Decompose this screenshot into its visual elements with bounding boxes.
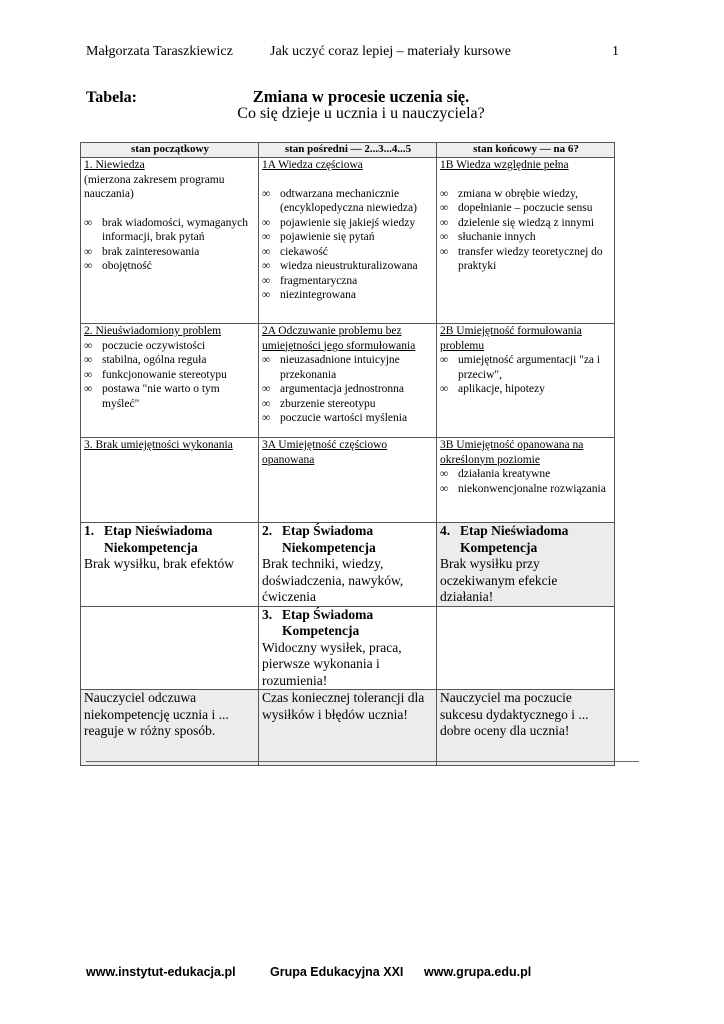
column-header: stan początkowy bbox=[81, 143, 259, 158]
page-title: Zmiana w procesie uczenia się. bbox=[252, 87, 470, 106]
column-header: stan końcowy — na 6? bbox=[437, 143, 615, 158]
list-item: ∞ dopełnianie – poczucie sensu bbox=[440, 202, 593, 214]
table-header-row bbox=[81, 143, 615, 158]
stage-title: 4. Etap Nieświadoma Kompetencja bbox=[440, 523, 569, 555]
stage-cell bbox=[437, 523, 615, 607]
footer-divider bbox=[86, 761, 639, 762]
list-item: ∞ zburzenie stereotypu bbox=[262, 397, 376, 410]
infinity-bullet-icon: ∞ bbox=[440, 468, 449, 480]
bullet-list bbox=[440, 187, 612, 274]
bullet-list bbox=[440, 353, 612, 397]
empty-cell bbox=[81, 606, 259, 690]
table-cell bbox=[437, 438, 615, 523]
infinity-bullet-icon: ∞ bbox=[440, 216, 449, 229]
page-subtitle: Co się dzieje u ucznia i u nauczyciela? bbox=[237, 105, 485, 122]
bullet-list bbox=[84, 339, 256, 412]
infinity-bullet-icon: ∞ bbox=[440, 231, 449, 243]
infinity-bullet-icon: ∞ bbox=[262, 187, 271, 200]
infinity-bullet-icon: ∞ bbox=[262, 231, 271, 243]
list-item: ∞ poczucie wartości myślenia bbox=[262, 412, 408, 424]
infinity-bullet-icon: ∞ bbox=[84, 260, 93, 272]
list-item: ∞ fragmentaryczna bbox=[262, 274, 358, 287]
cell-heading: 2B Umiejętność formułowania problemu bbox=[440, 325, 582, 352]
page-number: 1 bbox=[612, 44, 619, 59]
stage-cell bbox=[81, 523, 259, 607]
table-row bbox=[81, 158, 615, 324]
cell-heading: 2A Odczuwanie problemu bez umiejętności jego sformułowania bbox=[262, 325, 416, 352]
list-item: ∞ postawa "nie warto o tym myśleć" bbox=[84, 383, 220, 410]
table-cell bbox=[81, 324, 259, 438]
infinity-bullet-icon: ∞ bbox=[262, 245, 271, 258]
list-item: ∞ umiejętność argumentacji "za i przeciw", bbox=[440, 354, 601, 381]
learning-change-table bbox=[80, 142, 615, 766]
list-item: ∞ nieuzasadnione intuicyjne przekonania bbox=[262, 354, 400, 381]
infinity-bullet-icon: ∞ bbox=[440, 202, 449, 214]
stage-cell bbox=[259, 606, 437, 690]
stage-description: Brak wysiłku, brak efektów bbox=[84, 556, 234, 571]
empty-cell bbox=[437, 606, 615, 690]
list-item: ∞ brak wiadomości, wymaganych informacji, brak pytań bbox=[84, 216, 248, 243]
list-item: ∞ argumentacja jednostronna bbox=[262, 383, 405, 395]
infinity-bullet-icon: ∞ bbox=[440, 187, 449, 200]
stage-title: 1. Etap Nieświadoma Niekompetencja bbox=[84, 523, 213, 555]
infinity-bullet-icon: ∞ bbox=[84, 368, 93, 381]
stage-description: Brak techniki, wiedzy, doświadczenia, nawyków, ćwiczenia bbox=[262, 556, 404, 604]
list-item: ∞ niekonwencjonalne rozwiązania bbox=[440, 482, 606, 495]
infinity-bullet-icon: ∞ bbox=[262, 412, 271, 424]
infinity-bullet-icon: ∞ bbox=[440, 245, 449, 258]
bullet-list bbox=[262, 353, 434, 426]
footer-organization: Grupa Edukacyjna XXI bbox=[270, 965, 404, 979]
bullet-list bbox=[440, 467, 612, 496]
table-cell bbox=[259, 324, 437, 438]
stage-title: 3. Etap Świadoma Kompetencja bbox=[262, 606, 374, 638]
infinity-bullet-icon: ∞ bbox=[440, 482, 449, 495]
list-item: ∞ stabilna, ogólna reguła bbox=[84, 354, 207, 366]
table-cell bbox=[259, 438, 437, 523]
list-item: ∞ niezintegrowana bbox=[262, 289, 356, 301]
infinity-bullet-icon: ∞ bbox=[262, 216, 271, 229]
list-item: ∞ obojętność bbox=[84, 260, 152, 272]
infinity-bullet-icon: ∞ bbox=[84, 354, 93, 366]
cell-heading: 2. Nieuświadomiony problem bbox=[84, 325, 222, 337]
infinity-bullet-icon: ∞ bbox=[262, 383, 271, 395]
table-cell bbox=[81, 158, 259, 324]
teacher-cell: Nauczyciel ma poczucie sukcesu dydaktycznego i ... dobre oceny dla ucznia! bbox=[437, 690, 615, 766]
list-item: ∞ odtwarzana mechanicznie (encyklopedyczna niewiedza) bbox=[262, 187, 417, 214]
infinity-bullet-icon: ∞ bbox=[262, 274, 271, 287]
infinity-bullet-icon: ∞ bbox=[84, 339, 93, 352]
list-item: ∞ słuchanie innych bbox=[440, 231, 536, 243]
list-item: ∞ poczucie oczywistości bbox=[84, 339, 206, 352]
table-cell bbox=[437, 158, 615, 324]
infinity-bullet-icon: ∞ bbox=[84, 383, 93, 395]
infinity-bullet-icon: ∞ bbox=[262, 289, 271, 301]
infinity-bullet-icon: ∞ bbox=[84, 216, 93, 229]
bullet-list bbox=[262, 187, 434, 303]
header-author: Małgorzata Taraszkiewicz bbox=[86, 44, 233, 59]
teacher-cell: Nauczyciel odczuwa niekompetencję ucznia i ... reaguje w różny sposób. bbox=[81, 690, 259, 766]
infinity-bullet-icon: ∞ bbox=[262, 397, 271, 410]
cell-heading: 3B Umiejętność opanowana na określonym poziomie bbox=[440, 439, 584, 466]
teacher-cell: Czas koniecznej tolerancji dla wysiłków i błędów ucznia! bbox=[259, 690, 437, 766]
cell-heading: 1B Wiedza względnie pełna bbox=[440, 159, 569, 171]
table-cell bbox=[259, 158, 437, 324]
list-item: ∞ pojawienie się jakiejś wiedzy bbox=[262, 216, 416, 229]
table-cell bbox=[81, 438, 259, 523]
stage-row bbox=[81, 606, 615, 690]
table-label: Tabela: bbox=[86, 89, 137, 106]
infinity-bullet-icon: ∞ bbox=[440, 383, 449, 395]
footer-website-2[interactable]: www.grupa.edu.pl bbox=[424, 965, 532, 979]
infinity-bullet-icon: ∞ bbox=[84, 245, 93, 258]
list-item: ∞ pojawienie się pytań bbox=[262, 231, 375, 243]
list-item: ∞ funkcjonowanie stereotypu bbox=[84, 368, 227, 381]
list-item: ∞ działania kreatywne bbox=[440, 468, 551, 480]
stage-row bbox=[81, 523, 615, 607]
cell-heading: 1. Niewiedza bbox=[84, 159, 145, 171]
table-cell bbox=[437, 324, 615, 438]
list-item: ∞ wiedza nieustrukturalizowana bbox=[262, 260, 418, 272]
stage-title: 2. Etap Świadoma Niekompetencja bbox=[262, 523, 376, 555]
list-item: ∞ zmiana w obrębie wiedzy, bbox=[440, 187, 578, 200]
cell-note: (mierzona zakresem programu nauczania) bbox=[84, 173, 225, 200]
infinity-bullet-icon: ∞ bbox=[262, 260, 271, 272]
table-row bbox=[81, 438, 615, 523]
list-item: ∞ transfer wiedzy teoretycznej do praktyki bbox=[440, 245, 603, 272]
bullet-list bbox=[84, 216, 256, 274]
cell-heading: 3. Brak umiejętności wykonania bbox=[84, 439, 233, 451]
footer-website-1[interactable]: www.instytut-edukacja.pl bbox=[86, 965, 236, 979]
cell-heading: 3A Umiejętność częściowo opanowana bbox=[262, 439, 388, 466]
cell-heading: 1A Wiedza częściowa bbox=[262, 159, 363, 171]
column-header: stan pośredni — 2...3...4...5 bbox=[259, 143, 437, 158]
header-course-title: Jak uczyć coraz lepiej – materiały kursowe bbox=[270, 44, 512, 59]
table-row bbox=[81, 324, 615, 438]
list-item: ∞ dzielenie się wiedzą z innymi bbox=[440, 216, 595, 229]
teacher-row bbox=[81, 690, 615, 766]
list-item: ∞ aplikacje, hipotezy bbox=[440, 383, 545, 395]
stage-description: Brak wysiłku przy oczekiwanym efekcie działania! bbox=[440, 556, 558, 604]
list-item: ∞ brak zainteresowania bbox=[84, 245, 200, 258]
infinity-bullet-icon: ∞ bbox=[262, 354, 271, 366]
list-item: ∞ ciekawość bbox=[262, 245, 328, 258]
stage-cell bbox=[259, 523, 437, 607]
stage-description: Widoczny wysiłek, praca, pierwsze wykonania i rozumienia! bbox=[262, 639, 402, 688]
infinity-bullet-icon: ∞ bbox=[440, 354, 449, 366]
